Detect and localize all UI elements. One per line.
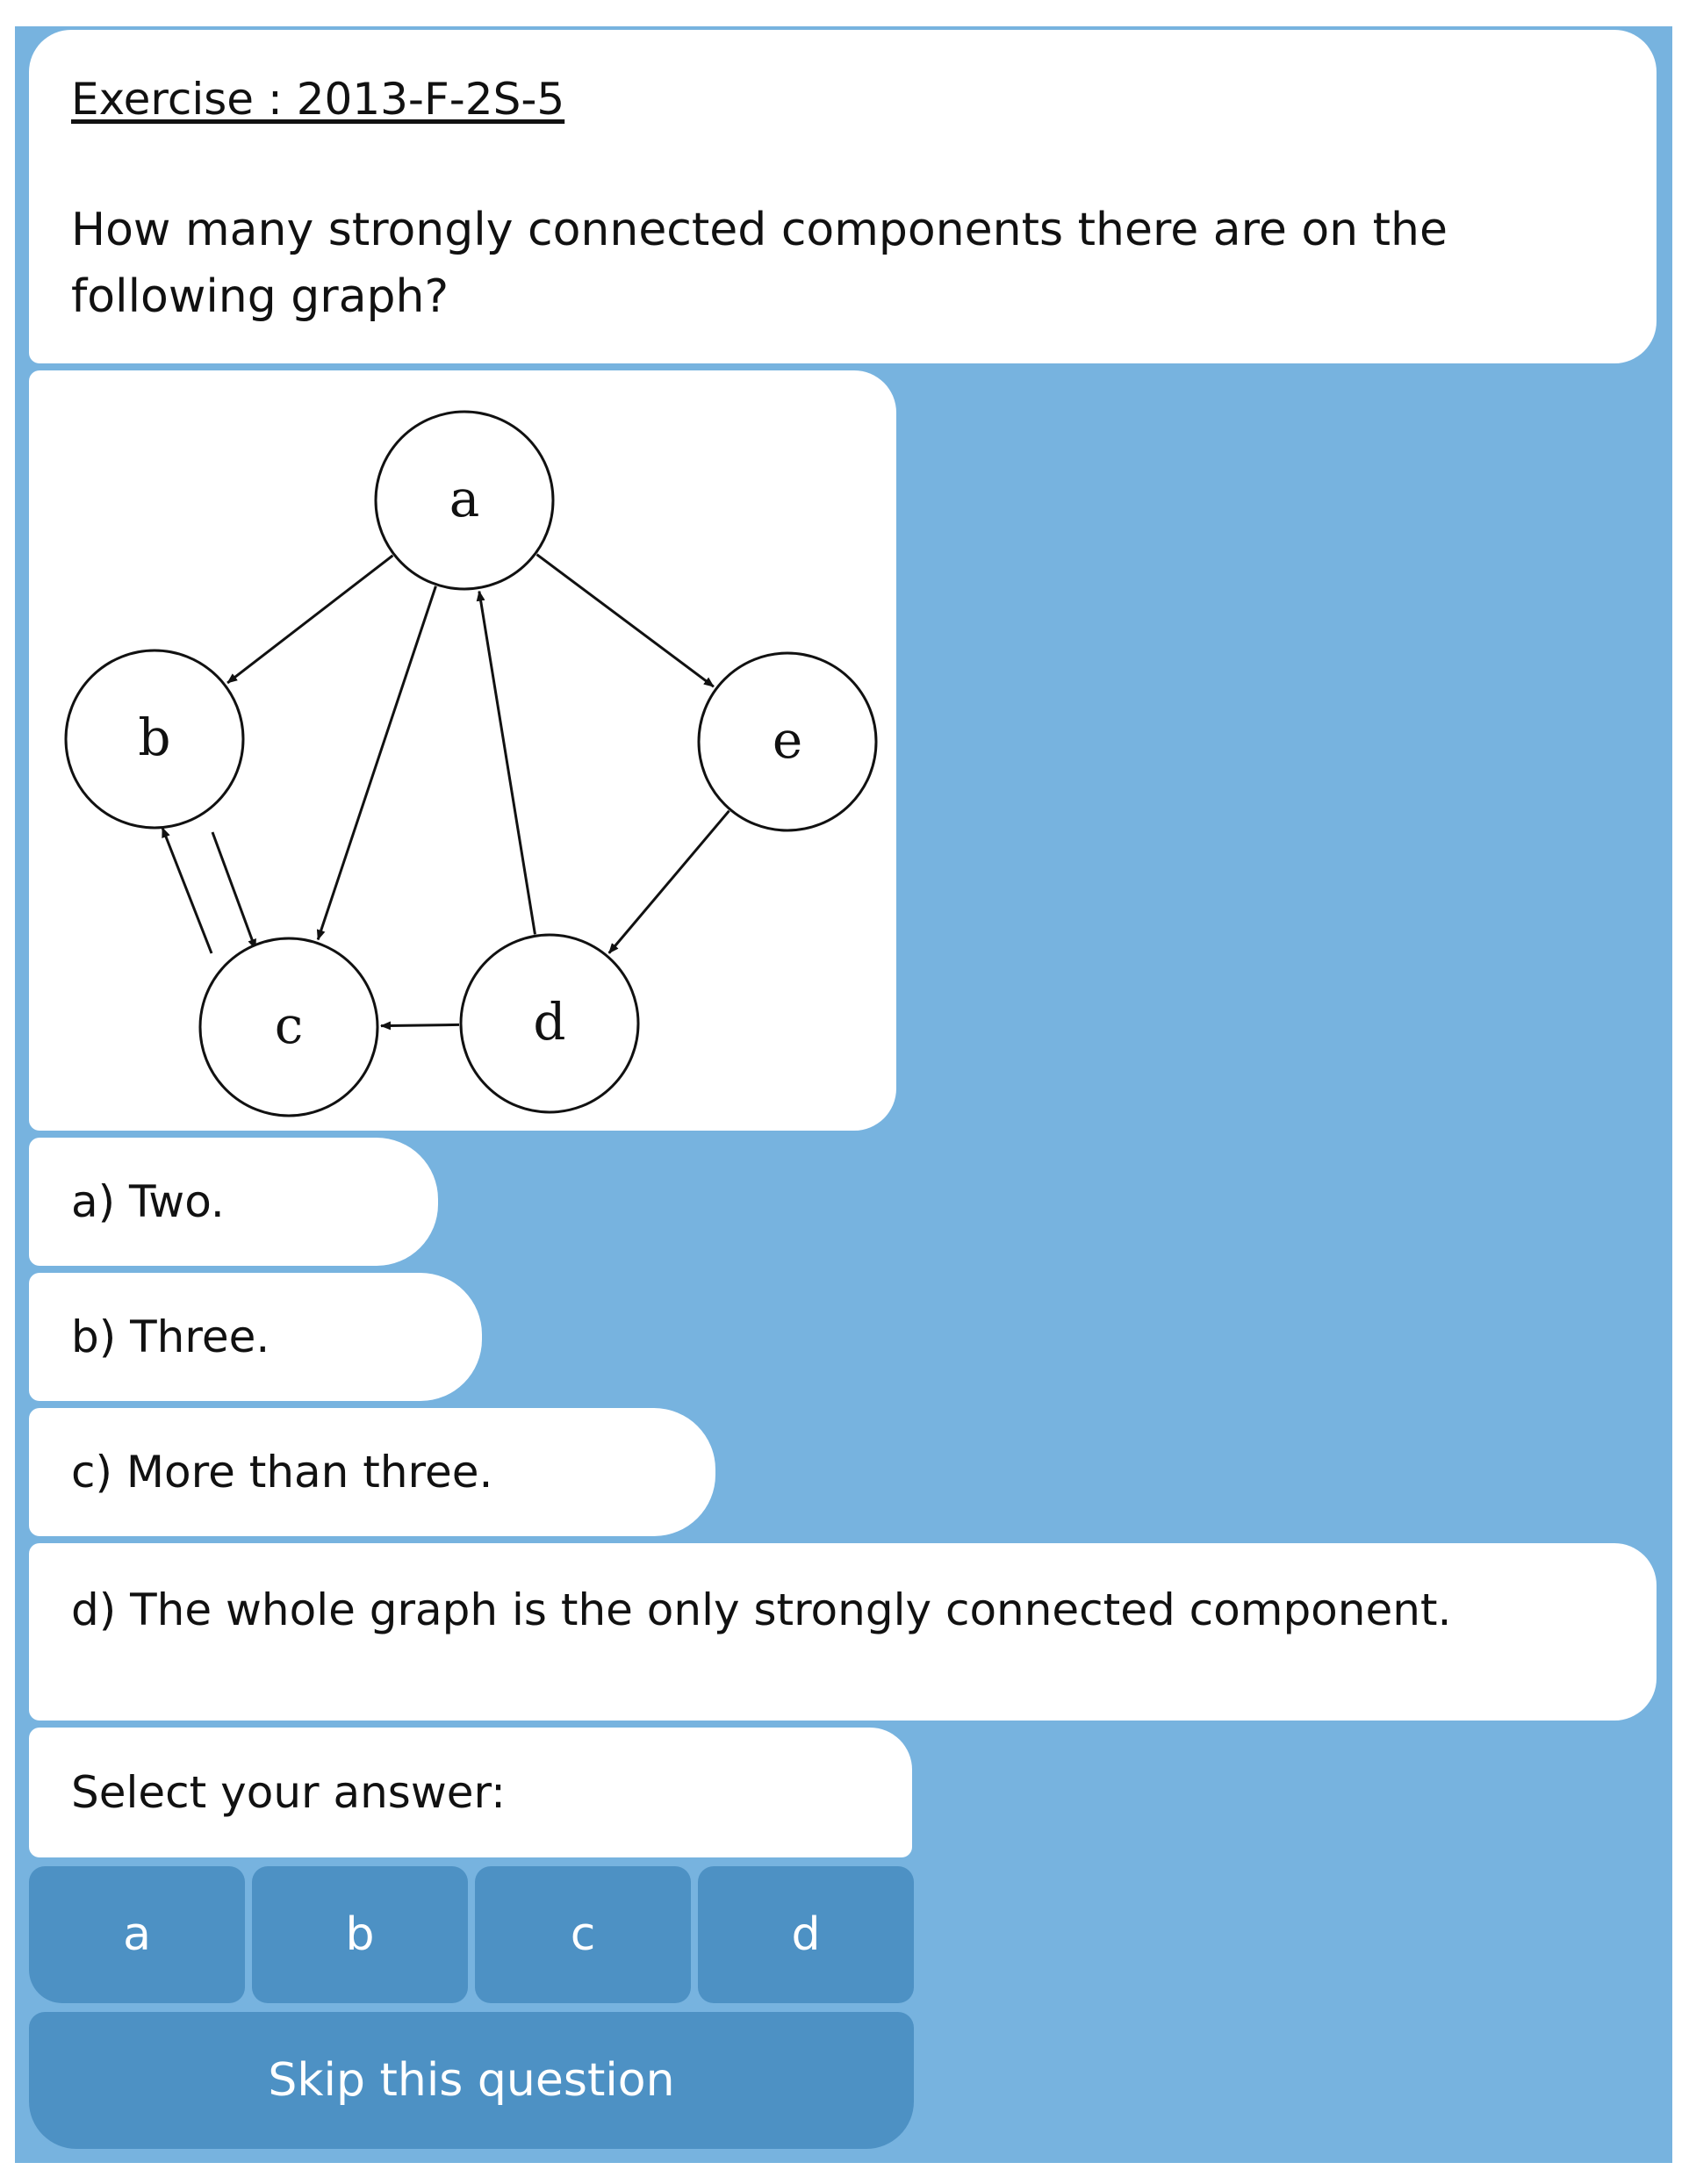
- option-c: c) More than three.: [29, 1408, 715, 1536]
- node-label-c: c: [274, 995, 304, 1055]
- node-e: [699, 653, 876, 830]
- chat-area: [15, 26, 1672, 2163]
- answer-button-a[interactable]: a: [29, 1866, 245, 2003]
- answer-button-b[interactable]: b: [252, 1866, 468, 2003]
- node-a: [376, 412, 553, 589]
- edge-e-d: [609, 811, 730, 953]
- node-d: [461, 935, 638, 1112]
- answer-button-c[interactable]: c: [475, 1866, 691, 2003]
- select-answer-prompt: Select your answer:: [29, 1728, 912, 1857]
- edge-d-c: [381, 1024, 459, 1025]
- edge-a-b: [227, 556, 392, 683]
- node-label-d: d: [533, 992, 566, 1052]
- graph-image-message: [29, 370, 896, 1131]
- graph-nodes: [66, 412, 876, 1116]
- edge-d-a: [479, 592, 535, 935]
- edge-a-e: [537, 555, 714, 686]
- node-label-a: a: [449, 469, 480, 528]
- option-d: d) The whole graph is the only strongly connected component.: [29, 1543, 1657, 1721]
- option-b: b) Three.: [29, 1273, 482, 1401]
- exercise-title: Exercise : 2013-F-2S-5: [71, 74, 565, 125]
- edge-a-c: [318, 586, 435, 940]
- question-message: [29, 30, 1657, 363]
- node-label-e: e: [772, 710, 803, 770]
- edge-c-b: [162, 828, 212, 953]
- node-c: [200, 938, 377, 1116]
- question-text: How many strongly connected components there are on the following graph?: [71, 204, 1448, 323]
- directed-graph-diagram: [29, 370, 896, 1131]
- skip-question-button[interactable]: Skip this question: [29, 2012, 914, 2149]
- option-a: a) Two.: [29, 1138, 438, 1266]
- answer-button-d[interactable]: d: [698, 1866, 914, 2003]
- node-label-b: b: [138, 708, 171, 767]
- node-b: [66, 650, 243, 828]
- edge-b-c: [212, 832, 255, 949]
